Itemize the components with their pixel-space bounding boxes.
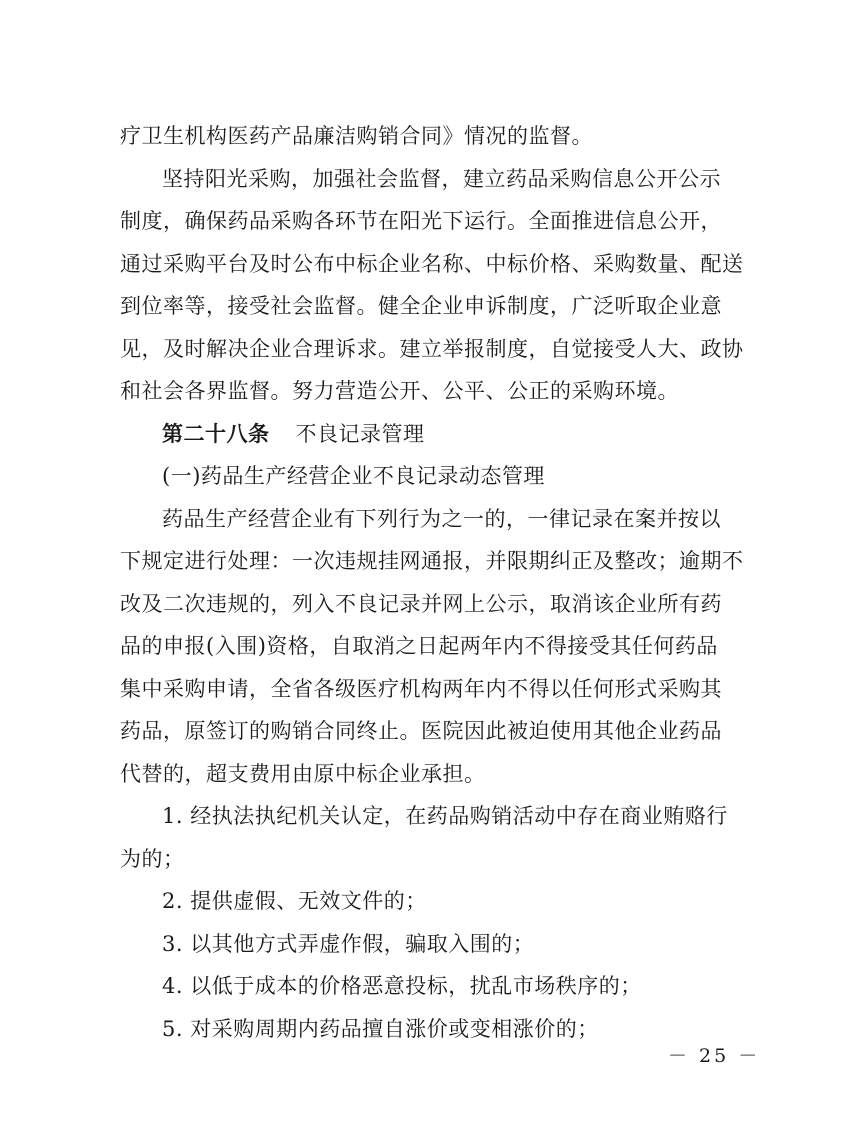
list-item-continuation: 为的；: [120, 846, 185, 871]
section-heading: (一)药品生产经营企业不良记录动态管理: [162, 464, 545, 488]
paragraph-line: 到位率等，接受社会监督。健全企业申诉制度，广泛听取企业意: [120, 294, 722, 318]
paragraph-line: 坚持阳光采购，加强社会监督，建立药品采购信息公开公示: [162, 166, 721, 191]
paragraph-line: 见，及时解决企业合理诉求。建立举报制度，自觉接受人大、政协: [120, 336, 744, 361]
article-number: 第二十八条: [162, 420, 270, 446]
paragraph-line: 和社会各界监督。努力营造公开、公平、公正的采购环境。: [120, 379, 679, 403]
paragraph-line: 集中采购申请，全省各级医疗机构两年内不得以任何形式采购其: [120, 676, 722, 701]
list-item: 3. 以其他方式弄虚作假，骗取入围的；: [162, 931, 535, 956]
list-item: 2. 提供虚假、无效文件的；: [162, 889, 427, 913]
paragraph-line: 代替的，超支费用由原中标企业承担。: [120, 761, 486, 786]
page-number: － 25 －: [668, 1045, 761, 1067]
paragraph-line: 改及二次违规的，列入不良记录并网上公示，取消该企业所有药: [120, 591, 722, 616]
list-item: 1. 经执法执纪机关认定，在药品购销活动中存在商业贿赂行: [162, 804, 728, 828]
paragraph-line: 通过采购平台及时公布中标企业名称、中标价格、采购数量、配送: [120, 251, 744, 276]
paragraph-line: 品的申报(入围)资格，自取消之日起两年内不得接受其任何药品: [120, 634, 718, 658]
list-item: 4. 以低于成本的价格恶意投标，扰乱市场秩序的；: [162, 974, 642, 998]
paragraph-line: 制度，确保药品采购各环节在阳光下运行。全面推进信息公开，: [120, 209, 722, 233]
paragraph-line: 药品生产经营企业有下列行为之一的，一律记录在案并按以: [162, 506, 721, 531]
article-heading-line: [120, 413, 740, 456]
body-text: [120, 115, 744, 1050]
paragraph-line: 药品，原签订的购销合同终止。医院因此被迫使用其他企业药品: [120, 719, 722, 743]
paragraph-line: 疗卫生机构医药产品廉洁购销合同》情况的监督。: [120, 124, 593, 148]
paragraph-line: 下规定进行处理：一次违规挂网通报，并限期纠正及整改；逾期不: [120, 549, 744, 573]
article-title: 不良记录管理: [295, 421, 425, 446]
list-item: 5. 对采购周期内药品擅自涨价或变相涨价的；: [162, 1016, 599, 1041]
